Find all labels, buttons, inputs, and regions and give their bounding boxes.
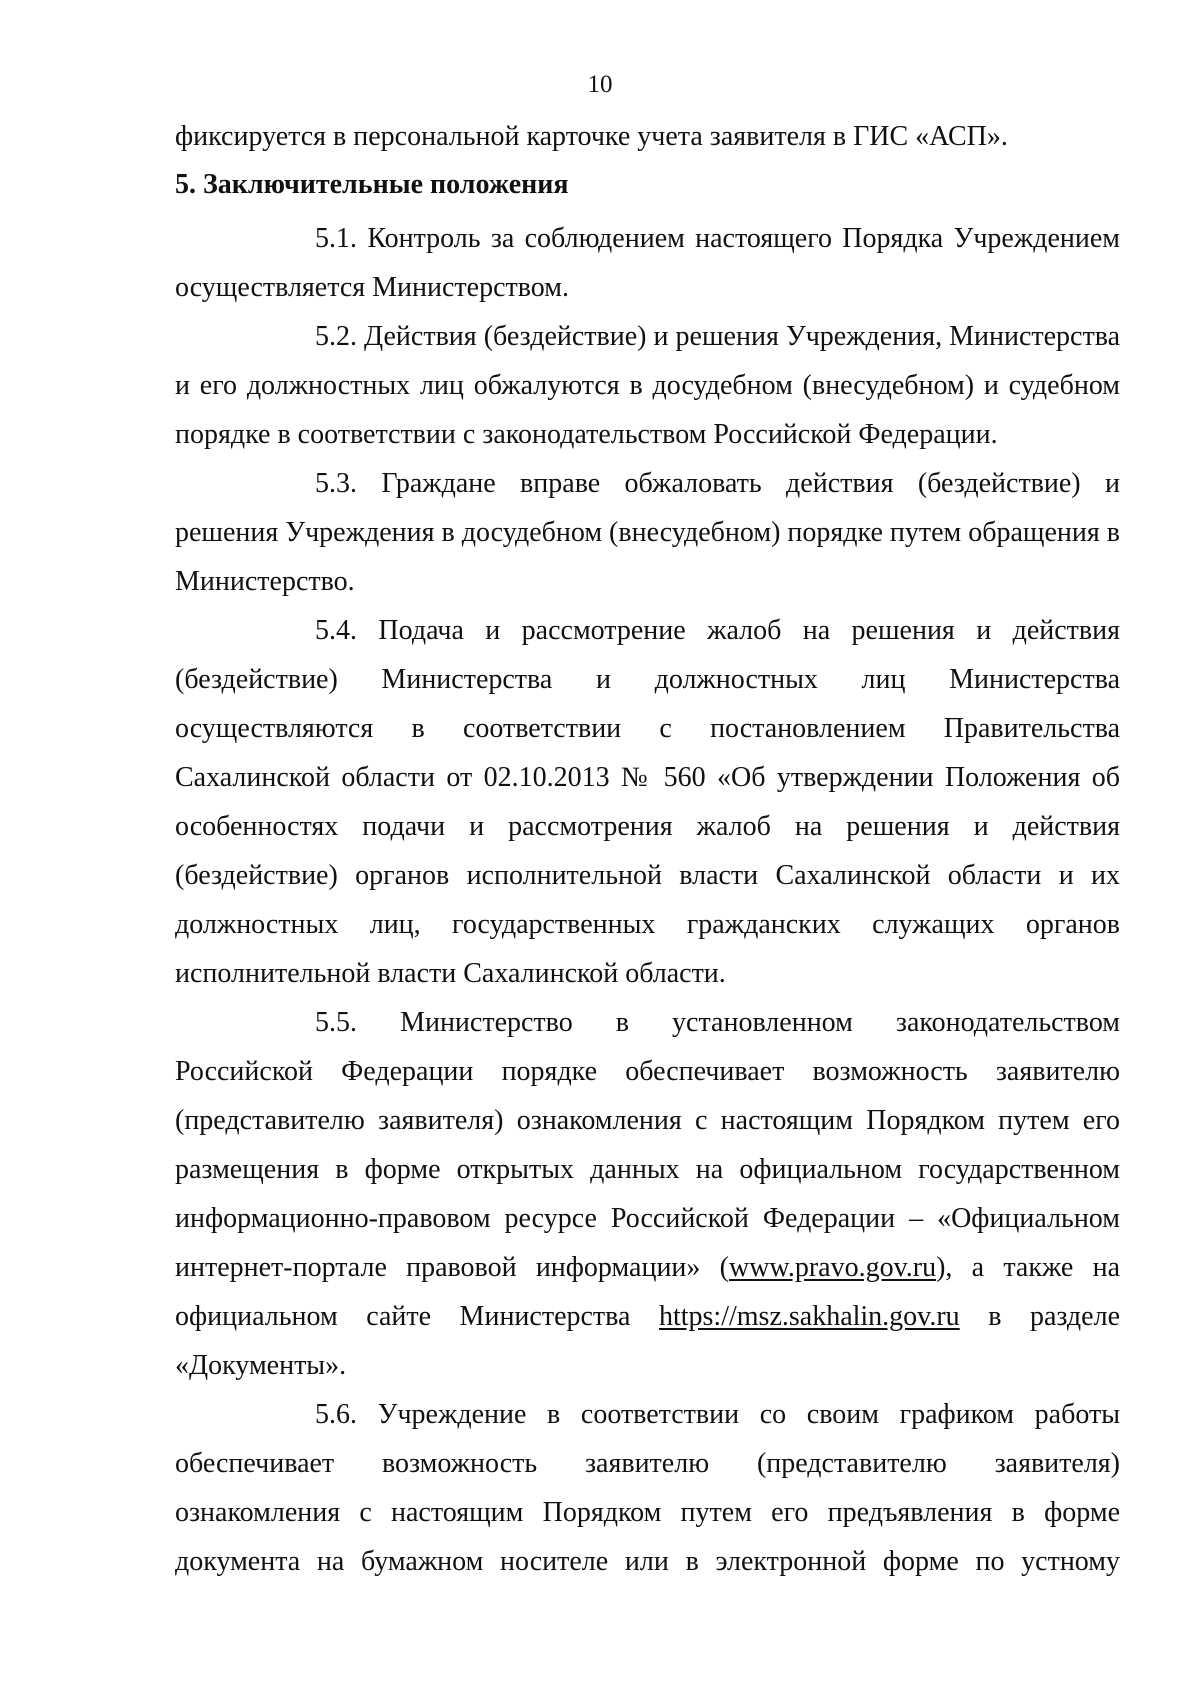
paragraph-5-5 xyxy=(175,998,1120,1390)
paragraph-number: 5.1. xyxy=(315,223,357,254)
paragraph-5-4 xyxy=(175,606,1120,998)
section-title: 5. Заключительные положения xyxy=(175,169,569,200)
opening-line: фиксируется в персональной карточке учета заявителя в ГИС «АСП». xyxy=(175,121,1008,152)
document-body xyxy=(175,112,1120,1586)
pravo-gov-link[interactable]: www.pravo.gov.ru xyxy=(728,1252,937,1283)
paragraph-text: ), а также на официальном сайте Министерства xyxy=(175,1252,1120,1332)
paragraph-number: 5.5. xyxy=(315,1007,357,1038)
paragraph-text: Граждане вправе обжаловать действия (бездействие) и решения Учреждения в досудебном (внесудебном) порядке путем обращения в Министерство. xyxy=(175,468,1121,597)
page-number: 10 xyxy=(587,71,613,98)
paragraph-text: Подача и рассмотрение жалоб на решения и действия (бездействие) Министерства и должностных лиц Министерства осуществляются в соответствии с постановлением Правительства Сахалинской области от 02.10.2013 № 560 «Об утверждении Положения об особенностях подачи и рассмотрения жалоб на решения и действия (бездействие) органов исполнительной власти Сахалинской области и их должностных лиц, государственных гражданских служащих органов исполнительной власти Сахалинской области. xyxy=(175,615,1120,989)
paragraph-5-2 xyxy=(175,312,1120,459)
paragraph-number: 5.2. xyxy=(315,321,357,352)
paragraph-text: Учреждение в соответствии со своим графиком работы обеспечивает возможность заявителю (представителю заявителя) ознакомления с настоящим Порядком путем его предъявления в форме документа на бумажном носителе или в электронной форме по устному xyxy=(175,1399,1121,1577)
paragraph-number: 5.3. xyxy=(315,468,357,499)
paragraph-5-1 xyxy=(175,214,1120,312)
msz-sakhalin-link[interactable]: https://msz.sakhalin.gov.ru xyxy=(658,1301,960,1332)
paragraph-5-6 xyxy=(175,1390,1120,1586)
paragraph-number: 5.4. xyxy=(315,615,357,646)
paragraph-text: Действия (бездействие) и решения Учреждения, Министерства и его должностных лиц обжалуются в досудебном (внесудебном) и судебном порядке в соответствии с законодательством Российской Федерации. xyxy=(175,321,1120,450)
paragraph-text: в разделе «Документы». xyxy=(175,1301,1120,1381)
paragraph-text: Министерство в установленном законодательством Российской Федерации порядке обеспечивает возможность заявителю (представителю заявителя) ознакомления с настоящим Порядком путем его размещения в форме открытых данных на официальном государственном информационно-правовом ресурсе Российской Федерации – «Официальном интернет-портале правовой информации» ( xyxy=(175,1007,1120,1283)
paragraph-text: Контроль за соблюдением настоящего Порядка Учреждением осуществляется Министерством. xyxy=(175,223,1120,303)
paragraph-number: 5.6. xyxy=(315,1399,357,1430)
paragraph-5-3 xyxy=(175,459,1120,606)
